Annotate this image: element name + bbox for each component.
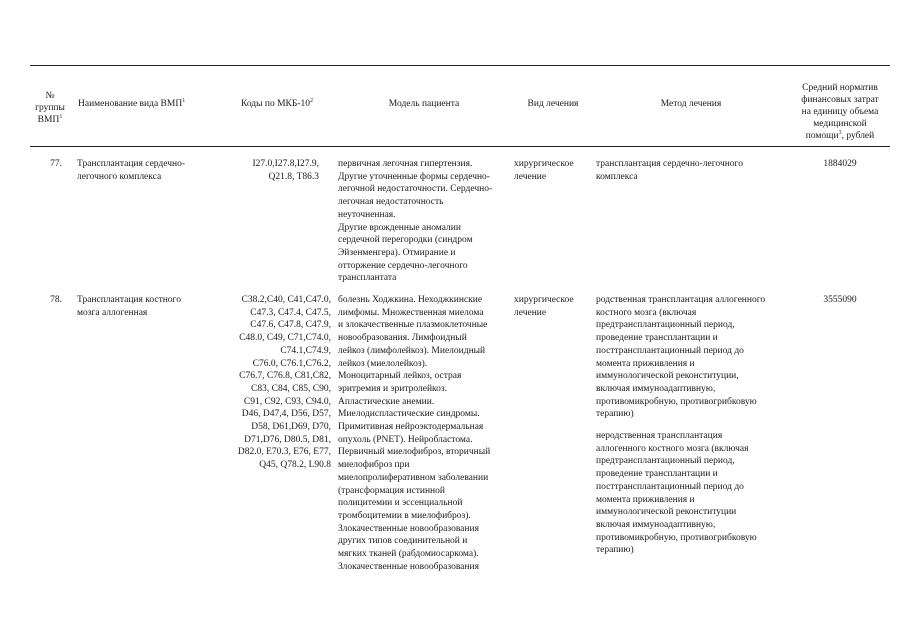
- header-icd-codes: Коды по МКБ-$10^2$: [240, 97, 314, 109]
- header-average-cost: Средний норматив финансовых затрат на единицу объема медицинской помощи$^3$, рублей: [801, 83, 879, 141]
- row-77-number: 77.: [50, 159, 62, 169]
- row-78-average-cost: 3555090: [823, 295, 857, 305]
- row-78-method-unrelated-transplant: неродственная трансплантация аллогенного костного мозга (включая предтрансплантационный период, проведение трансплантации и посттрансплантационный период до момента приживления и иммунологической реконституции включая иммуноадаптивную, противомикробную, противогрибковую терапию): [596, 431, 757, 556]
- row-77-vmp-name: Трансплантация сердечно- легочного комплекса: [77, 159, 185, 182]
- table-top-rule: [30, 65, 890, 66]
- header-treatment-method: Метод лечения: [660, 99, 722, 109]
- row-78-method-related-transplant: родственная трансплантация аллогенного костного мозга (включая предтрансплантационный период, проведение трансплантации и посттрансплантационный период до момента приживления и иммунологической реконституции, включая иммуноадаптивную, противомикробную, противогрибковую терапию): [596, 295, 766, 420]
- row-78-treatment-type: хирургическое лечение: [514, 295, 574, 318]
- header-group-number: № группы ВМП$^1$: [35, 91, 65, 125]
- row-78-patient-model: болезнь Ходжкина. Неходжкинские лимфомы. Множественная миелома и злокачественные плазмоклеточные новообразования. Лимфоидный лейкоз (лимфолейкоз). Миелоидный лейкоз (миелолейкоз). Моноцитарный лейкоз, острая эритремия и эритролейкоз. Апластические анемии. Миелодиспластические синдромы. Примитивная нейроэктодермальная опухоль (PNET). Нейробластома. Первичный миелофиброз, вторичный миелофиброз при миелопролиферативном заболевании (трансформация истинной полицитемии и эссенциальной тромбоцитемии в миелофиброз). Злокачественные новообразования других типов соединительной и мягких тканей (рабдомиосаркома). Злокачественные новообразования: [338, 295, 491, 572]
- header-treatment-type: Вид лечения: [527, 99, 579, 109]
- row-77-icd-codes: I27.0,I27.8,I27.9, Q21.8, T86.3: [252, 159, 319, 182]
- row-77-treatment-method: трансплантация сердечно-легочного комплекса: [596, 159, 743, 182]
- row-78-number: 78.: [50, 295, 62, 305]
- row-78-icd-codes: C38.2,C40, C41,C47.0, C47.3, C47.4, C47.5, C47.6, C47.8, C47.9, C48.0, C49, C71,C74.0, C74.1,C74.9, C76.0, C76.1,C76.2, C76.7, C76.8, C81,C82, C83, C84, C85, C90, C91, C92, C93, C94.0, D46, D47,4, D56, D57, D58, D61,D69, D70, D71,D76, D80.5, D81, D82.0, E70.3, E76, E77, Q45, Q78.2, L90.8: [237, 295, 331, 471]
- header-patient-model: Модель пациента: [388, 99, 460, 109]
- row-77-patient-model: первичная легочная гипертензия. Другие уточненные формы сердечно- легочной недостаточности. Сердечно- легочная недостаточность неуточненная. Другие врожденные аномалии сердечной перегородки (синдром Эйзенменгера). Отмирание и отторжение сердечно-легочного трансплантата: [338, 159, 493, 284]
- row-77-average-cost: 1884029: [823, 159, 857, 169]
- row-78-vmp-name: Трансплантация костного мозга аллогенная: [77, 295, 181, 318]
- header-vmp-name: Наименование вида ВМП$^1$: [78, 97, 186, 109]
- table-header-rule: [30, 146, 890, 147]
- row-77-treatment-type: хирургическое лечение: [514, 159, 574, 182]
